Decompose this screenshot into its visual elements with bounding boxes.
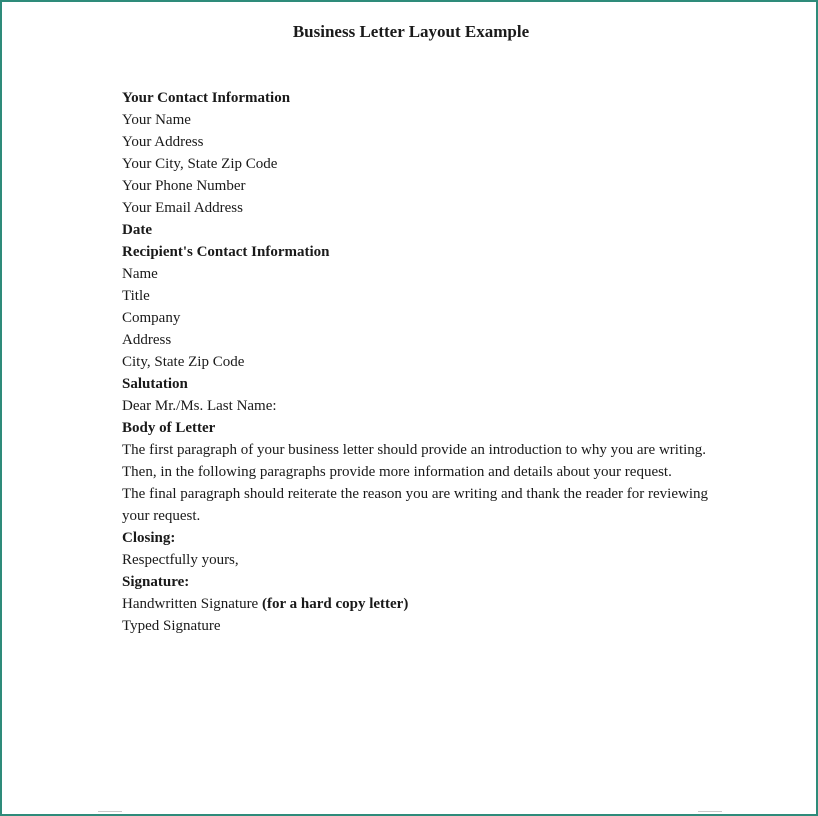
body-paragraph-1: The first paragraph of your business letter should provide an introduction to why you are writing. — [122, 442, 707, 458]
sender-email: Your Email Address — [122, 200, 243, 216]
letter-body — [122, 87, 712, 637]
sender-city-state-zip: Your City, State Zip Code — [122, 156, 278, 172]
recipient-heading: Recipient's Contact Information — [122, 244, 330, 260]
signature-handwritten-line — [122, 593, 712, 615]
sender-address: Your Address — [122, 134, 204, 150]
signature-handwritten-note: (for a hard copy letter) — [261, 596, 409, 612]
body-heading: Body of Letter — [122, 420, 216, 436]
sender-heading: Your Contact Information — [122, 90, 291, 106]
closing-heading: Closing: — [122, 530, 176, 546]
footer-divider-right — [698, 811, 722, 812]
signature-heading: Signature: — [122, 574, 190, 590]
recipient-title: Title — [122, 288, 150, 304]
body-paragraph-2: Then, in the following paragraphs provide more information and details about your request. — [122, 464, 672, 480]
recipient-address: Address — [122, 332, 172, 348]
date-heading: Date — [122, 222, 152, 238]
recipient-name: Name — [122, 266, 158, 282]
page-title: Business Letter Layout Example — [292, 22, 530, 41]
body-paragraph-3: The final paragraph should reiterate the reason you are writing and thank the reader for reviewing your request. — [122, 486, 709, 524]
salutation-text: Dear Mr./Ms. Last Name: — [122, 398, 277, 414]
salutation-heading: Salutation — [122, 376, 188, 392]
recipient-city-state-zip: City, State Zip Code — [122, 354, 245, 370]
recipient-company: Company — [122, 310, 181, 326]
closing-text: Respectfully yours, — [122, 552, 239, 568]
footer-divider-left — [98, 811, 122, 812]
signature-handwritten: Handwritten Signature — [122, 596, 259, 612]
sender-phone: Your Phone Number — [122, 178, 246, 194]
signature-typed: Typed Signature — [122, 618, 221, 634]
sender-name: Your Name — [122, 112, 191, 128]
